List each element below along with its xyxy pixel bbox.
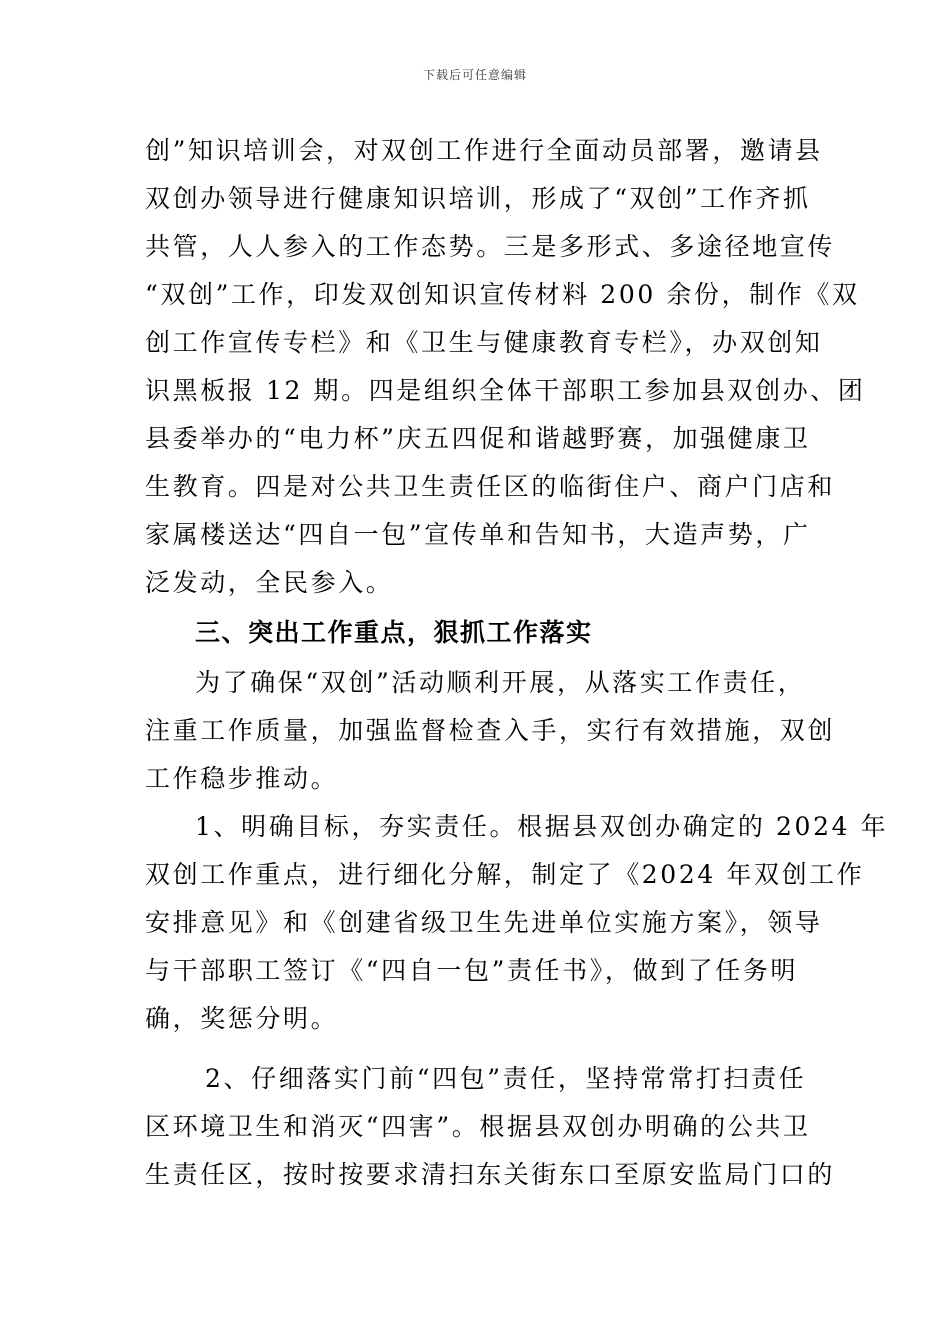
text-line: 安排意见》和《创建省级卫生先进单位实施方案》，领导 <box>145 908 823 937</box>
text-line: 区环境卫生和消灭“四害”。根据县双创办明确的公共卫 <box>145 1112 811 1141</box>
text-line: 确，奖惩分明。 <box>145 1004 339 1033</box>
text-line: 共管，人人参入的工作态势。三是多形式、多途径地宣传 <box>145 232 836 261</box>
text-line: 1、明确目标，夯实责任。根据县双创办确定的 2024 年 <box>195 812 889 841</box>
text-line: 工作稳步推动。 <box>145 764 339 793</box>
text-line: 泛发动，全民参入。 <box>145 568 394 597</box>
text-line: 创”知识培训会，对双创工作进行全面动员部署，邀请县 <box>145 136 823 165</box>
text-line: 识黑板报 12 期。四是组织全体干部职工参加县双创办、团 <box>145 376 866 405</box>
page-header: 下载后可任意编辑 <box>422 68 527 82</box>
text-line: “双创”工作，印发双创知识宣传材料 200 余份，制作《双 <box>145 280 860 309</box>
text-line: 为了确保“双创”活动顺利开展，从落实工作责任， <box>195 668 806 697</box>
text-line: 双创办领导进行健康知识培训，形成了“双创”工作齐抓 <box>145 184 811 213</box>
text-line: 双创工作重点，进行细化分解，制定了《2024 年双创工作 <box>145 860 865 889</box>
text-line: 家属楼送达“四自一包”宣传单和告知书，大造声势，广 <box>145 520 811 549</box>
text-line: 与干部职工签订《“四自一包”责任书》，做到了任务明 <box>145 956 799 985</box>
text-line: 县委举办的“电力杯”庆五四促和谐越野赛，加强健康卫 <box>145 424 811 453</box>
text-line: 注重工作质量，加强监督检查入手，实行有效措施，双创 <box>145 716 836 745</box>
text-line: 2、仔细落实门前“四包”责任，坚持常常打扫责任 <box>205 1064 807 1093</box>
section-heading: 三、突出工作重点，狠抓工作落实 <box>195 618 593 647</box>
text-line: 生责任区，按时按要求清扫东关街东口至原安监局门口的 <box>145 1160 836 1189</box>
text-line: 创工作宣传专栏》和《卫生与健康教育专栏》，办双创知 <box>145 328 823 357</box>
text-line: 生教育。四是对公共卫生责任区的临街住户、商户门店和 <box>145 472 836 501</box>
